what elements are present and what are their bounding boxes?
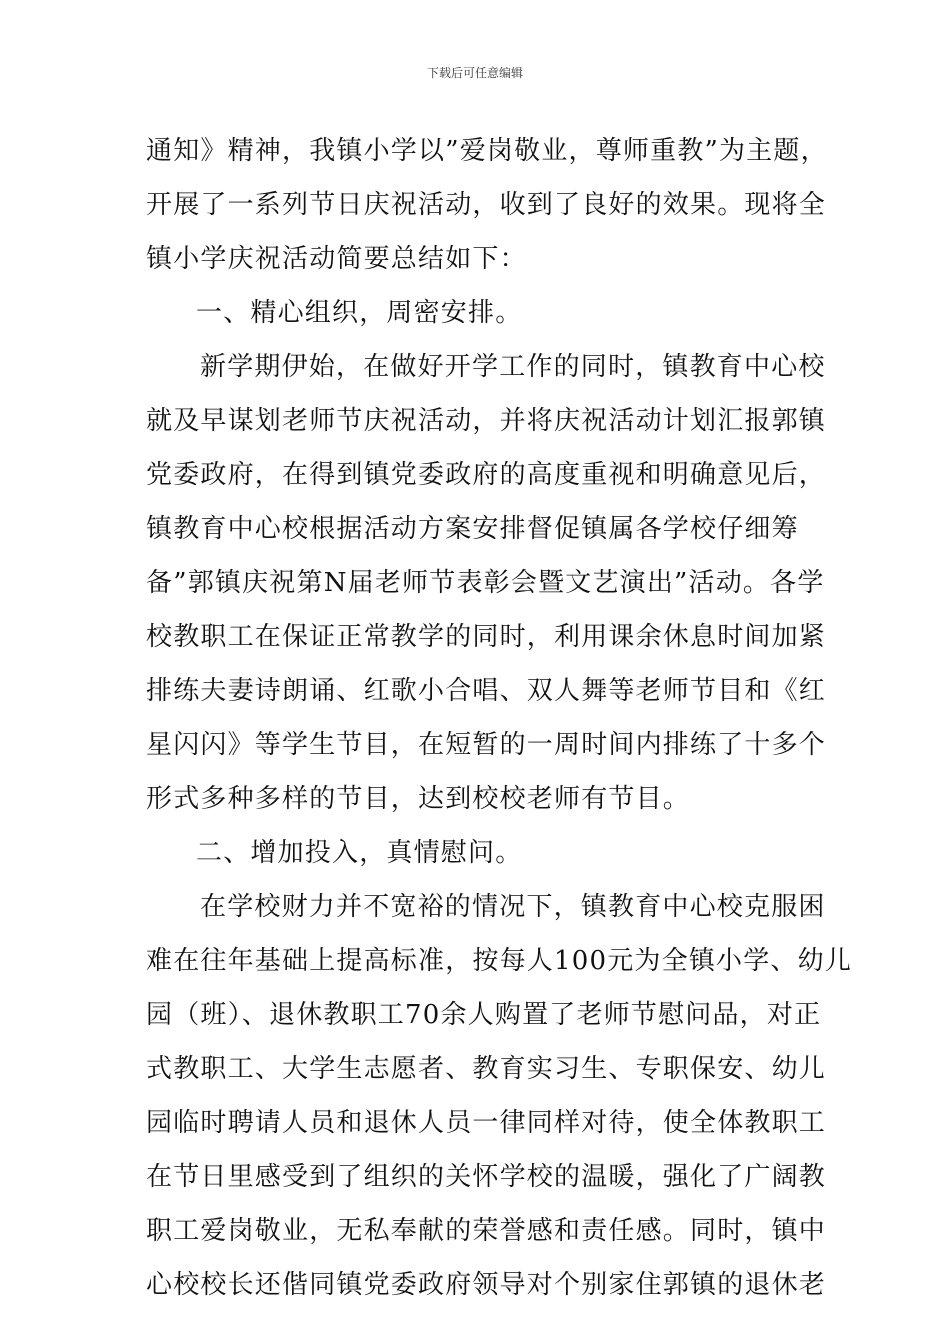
body-line: 式教职工、大学生志愿者、教育实习生、专职保安、幼儿 bbox=[146, 1054, 827, 1084]
body-line: 开展了一系列节日庆祝活动，收到了良好的效果。现将全 bbox=[146, 190, 827, 220]
body-line: 在节日里感受到了组织的关怀学校的温暖，强化了广阔教 bbox=[146, 1162, 827, 1192]
body-line: 就及早谋划老师节庆祝活动，并将庆祝活动计划汇报郭镇 bbox=[146, 406, 827, 436]
body-line: 形式多种多样的节目，达到校校老师有节目。 bbox=[146, 784, 691, 814]
body-line: 职工爱岗敬业，无私奉献的荣誉感和责任感。同时，镇中 bbox=[146, 1216, 827, 1246]
page-header-note: 下载后可任意编辑 bbox=[426, 66, 523, 80]
paragraph-start: 新学期伊始，在做好开学工作的同时，镇教育中心校 bbox=[200, 352, 826, 382]
body-line: 党委政府，在得到镇党委政府的高度重视和明确意见后， bbox=[146, 460, 827, 490]
body-line: 备”郭镇庆祝第N届老师节表彰会暨文艺演出”活动。各学 bbox=[146, 568, 825, 598]
body-line: 心校校长还偕同镇党委政府领导对个别家住郭镇的退休老 bbox=[146, 1270, 827, 1300]
section-heading-2: 二、增加投入，真情慰问。 bbox=[196, 838, 523, 868]
body-line: 镇教育中心校根据活动方案安排督促镇属各学校仔细筹 bbox=[146, 514, 799, 544]
document-body bbox=[146, 124, 853, 1312]
section-heading-1: 一、精心组织，周密安排。 bbox=[196, 298, 523, 328]
body-line: 排练夫妻诗朗诵、红歌小合唱、双人舞等老师节目和《红 bbox=[146, 676, 827, 706]
body-line: 通知》精神，我镇小学以”爱岗敬业，尊师重教”为主题， bbox=[146, 136, 828, 166]
paragraph-start: 在学校财力并不宽裕的情况下，镇教育中心校克服困 bbox=[200, 892, 826, 922]
body-line: 园临时聘请人员和退休人员一律同样对待，使全体教职工 bbox=[146, 1108, 827, 1138]
body-line: 难在往年基础上提高标准，按每人100元为全镇小学、幼儿 bbox=[146, 946, 853, 976]
body-line: 校教职工在保证正常教学的同时，利用课余休息时间加紧 bbox=[146, 622, 827, 652]
body-line: 园（班）、退休教职工70余人购置了老师节慰问品，对正 bbox=[146, 1000, 822, 1030]
body-line: 镇小学庆祝活动简要总结如下： bbox=[146, 244, 527, 274]
body-line: 星闪闪》等学生节目，在短暂的一周时间内排练了十多个 bbox=[146, 730, 827, 760]
